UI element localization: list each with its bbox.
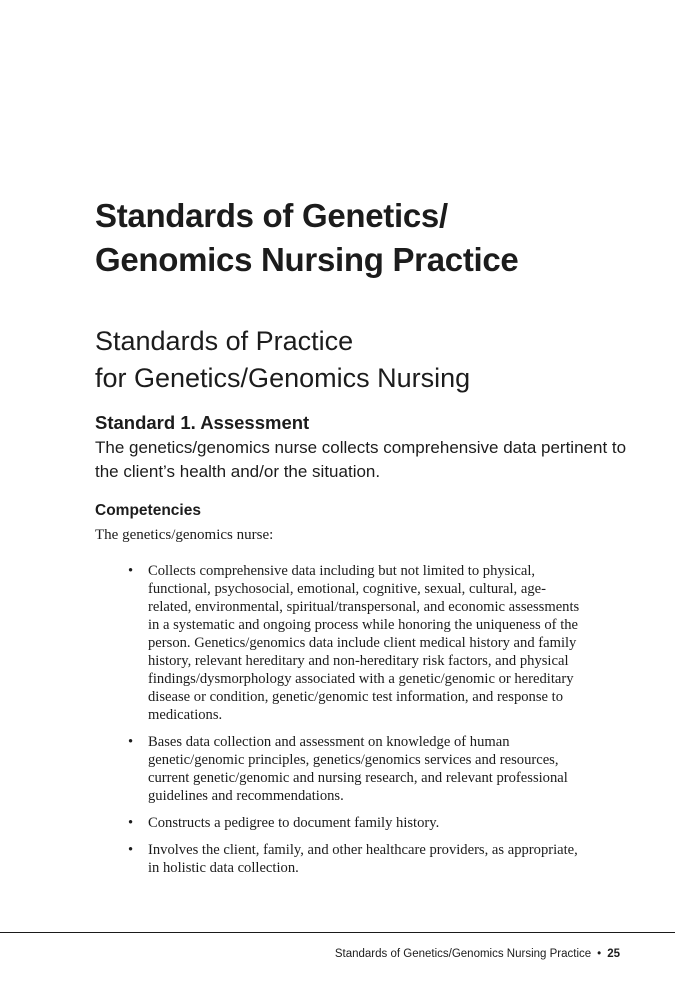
- list-item-text: Involves the client, family, and other healthcare providers, as appropriate, in holistic data collection.: [148, 842, 578, 876]
- page-number: 25: [607, 948, 620, 960]
- list-item: [128, 841, 588, 877]
- bullet-icon: •: [128, 842, 134, 858]
- competencies-heading: Competencies: [95, 502, 201, 519]
- section-subtitle-line-1: Standards of Practice: [95, 326, 354, 356]
- standard-heading: Standard 1. Assessment: [95, 412, 310, 433]
- list-item-text: Bases data collection and assessment on knowledge of human genetic/genomic principles, genetics/genomics services and resources, current genetic/genomic and nursing research, and relevant professional guidelines and recommendations.: [148, 734, 568, 804]
- page-title-line-2: Genomics Nursing Practice: [95, 241, 519, 278]
- competencies-intro: The genetics/genomics nurse:: [95, 527, 274, 543]
- section-subtitle-line-2: for Genetics/Genomics Nursing: [95, 363, 471, 393]
- section-subtitle: [95, 323, 635, 397]
- list-item: [128, 733, 588, 805]
- list-item: [128, 814, 588, 832]
- list-item-text: Collects comprehensive data including but not limited to physical, functional, psychosocial, emotional, cognitive, sexual, cultural, age-related, environmental, spiritual/transpersonal, and economic assessments in a systematic and ongoing process while honoring the uniqueness of the person. Genetics/genomics data include client medical history and family history, relevant hereditary and non-hereditary risk factors, and physical findings/dysmorphology associated with a genetic/genomic or hereditary disease or condition, genetic/genomic test information, and response to medications.: [148, 563, 580, 723]
- page-title-line-1: Standards of Genetics/: [95, 197, 448, 234]
- page-title: [95, 194, 615, 282]
- page-footer: [335, 946, 620, 962]
- bullet-icon: •: [128, 734, 134, 750]
- footer-running-title: Standards of Genetics/Genomics Nursing Practice: [334, 948, 592, 960]
- standard-description: The genetics/genomics nurse collects comprehensive data pertinent to the client’s health and/or the situation.: [95, 438, 627, 481]
- footer-separator: •: [597, 948, 602, 960]
- bullet-icon: •: [128, 563, 134, 579]
- footer-divider: [0, 932, 675, 933]
- list-item: [128, 562, 588, 724]
- bullet-icon: •: [128, 815, 134, 831]
- competencies-list: [128, 562, 588, 886]
- list-item-text: Constructs a pedigree to document family history.: [148, 815, 440, 831]
